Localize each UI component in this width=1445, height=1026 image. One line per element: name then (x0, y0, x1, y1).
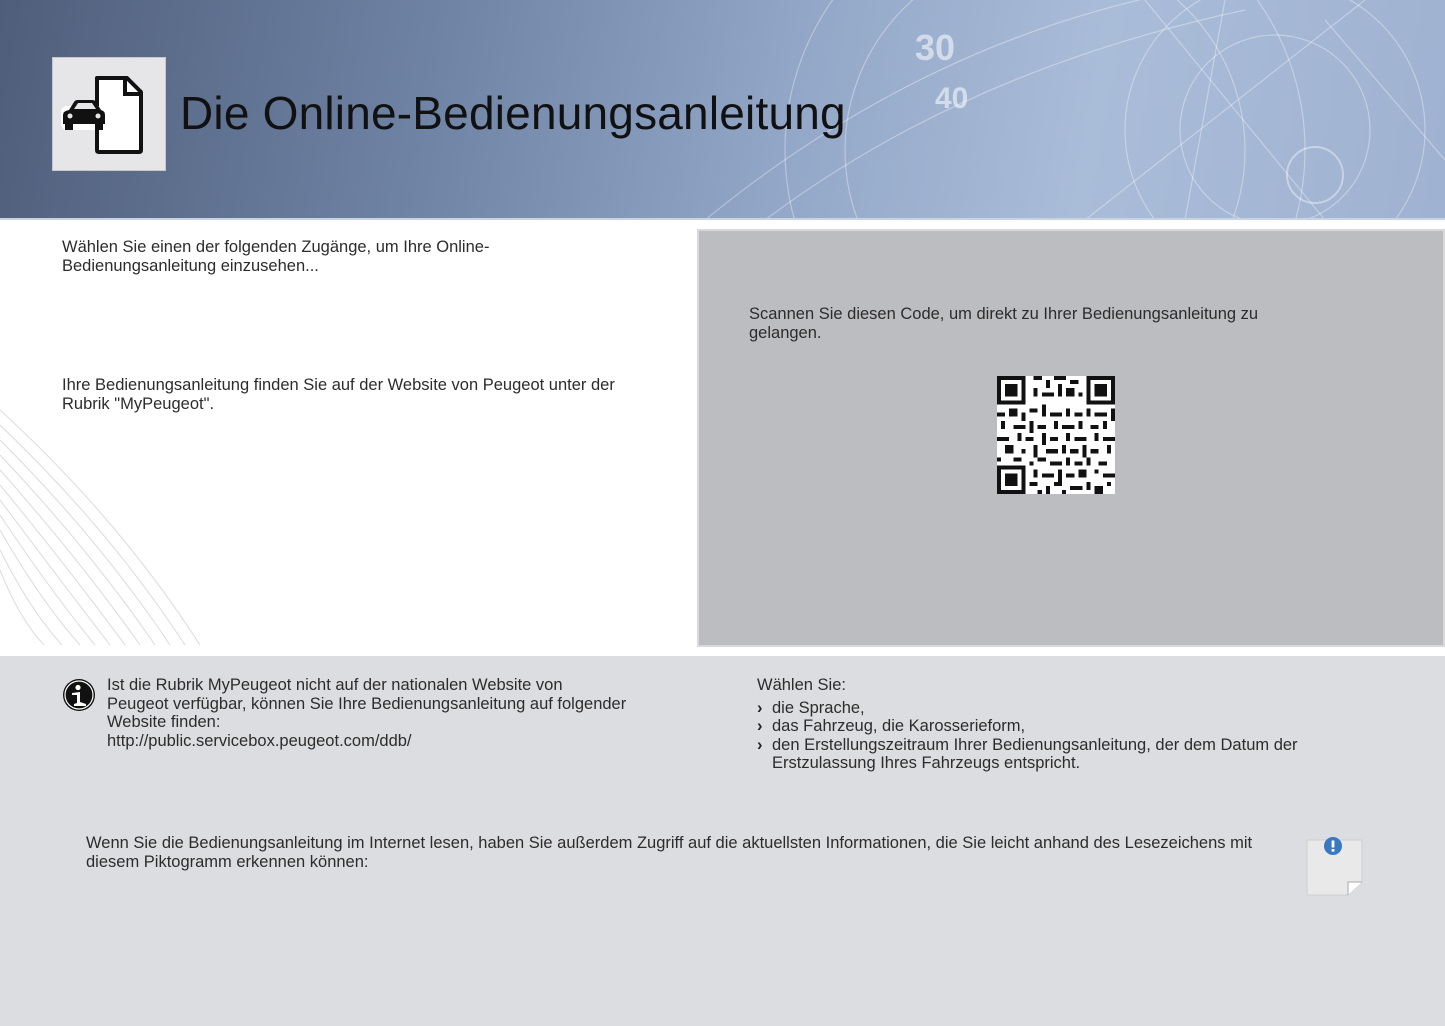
intro-text: Wählen Sie einen der folgenden Zugänge, um Ihre Online-Bedienungsanleitung einzusehen... (62, 238, 490, 275)
list-item (757, 717, 1377, 736)
notice-text: Ist die Rubrik MyPeugeot nicht auf der nationalen Website von Peugeot verfügbar, können Sie Ihre Bedienungsanleitung auf folgender Website finden: (107, 676, 627, 731)
list-item (757, 736, 1377, 773)
list-item (757, 699, 1377, 718)
speed-number-30: 30 (915, 27, 956, 68)
selection-list (757, 699, 1377, 773)
speed-number-40: 40 (935, 82, 969, 115)
bookmark-info-icon (1306, 836, 1364, 896)
chevron-right-icon: › (757, 717, 763, 735)
servicebox-url[interactable]: http://public.servicebox.peugeot.com/ddb/ (107, 731, 412, 750)
qr-instruction: Scannen Sie diesen Code, um direkt zu Ihrer Bedienungsanleitung zu gelangen. (749, 305, 1259, 342)
list-item-label: die Sprache, (772, 698, 865, 717)
info-icon (62, 678, 96, 712)
swoosh-decoration (0, 400, 220, 650)
website-text: Ihre Bedienungsanleitung finden Sie auf der Website von Peugeot unter der Rubrik "MyPeugeot". (62, 376, 615, 413)
update-info-text: Wenn Sie die Bedienungsanleitung im Internet lesen, haben Sie außerdem Zugriff auf die aktuellsten Informationen, die Sie leicht anhand des Lesezeichens mit diesem Piktogramm erkennen können: (86, 834, 1253, 871)
selection-heading: Wählen Sie: (757, 676, 846, 694)
qr-panel (697, 229, 1445, 647)
header-banner (0, 0, 1445, 220)
car-document-icon (52, 57, 166, 171)
list-item-label: den Erstellungszeitraum Ihrer Bedienungsanleitung, der dem Datum der Erstzulassung Ihres Fahrzeugs entspricht. (772, 735, 1298, 772)
chevron-right-icon: › (757, 735, 763, 754)
list-item-label: das Fahrzeug, die Karosserieform, (772, 717, 1026, 735)
chevron-right-icon: › (757, 698, 763, 717)
page-title: Die Online-Bedienungsanleitung (180, 87, 846, 139)
selection-steps (757, 676, 1377, 773)
notice-block (107, 676, 627, 750)
qr-code[interactable] (997, 376, 1115, 494)
